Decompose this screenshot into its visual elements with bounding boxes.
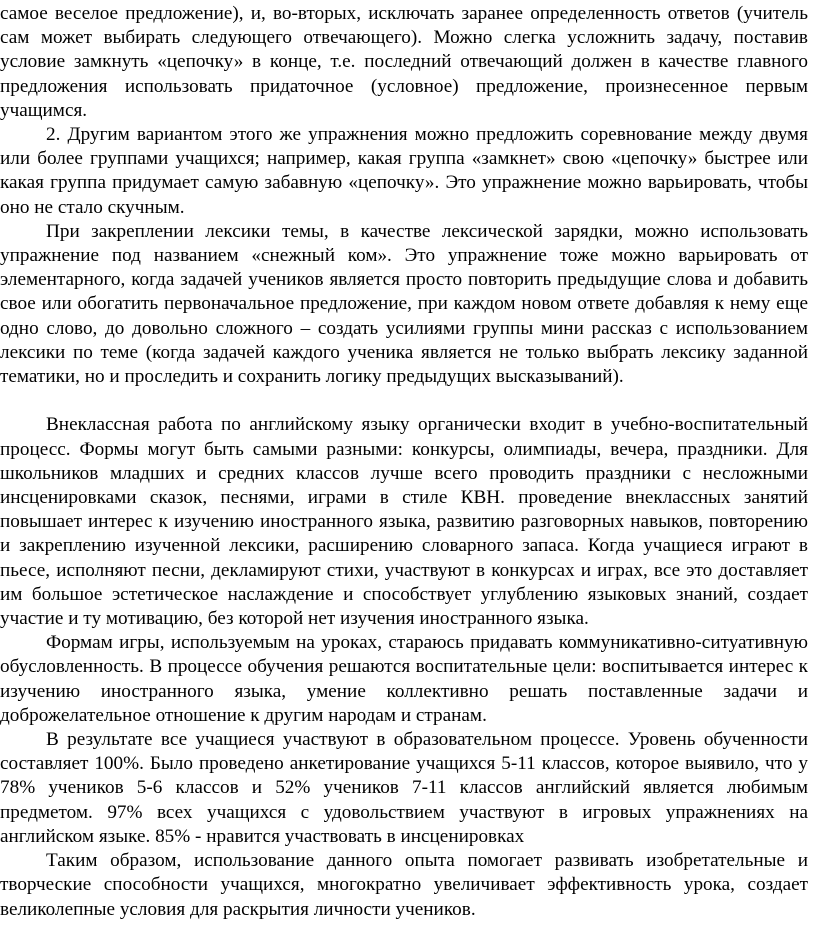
paragraph-game-forms: Формам игры, используемым на уроках, стараюсь придавать коммуникативно-ситуативную обусловленность. В процессе обучения решаются воспитательные цели: воспитывается интерес к изучению иностранного языка, умение коллективно решать поставленные задачи и доброжелательное отношение к другим народам и странам.: [0, 632, 808, 726]
paragraph-group-competition: 2. Другим вариантом этого же упражнения можно предложить соревнование между двумя или более группами учащихся; например, какая группа «замкнет» свою «цепочку» быстрее или какая группа придумает самую забавную «цепочку». Это упражнение можно варьировать, чтобы оно не стало скучным.: [0, 124, 808, 218]
paragraph-chain-exercise-continued: самое веселое предложение), и, во-вторых, исключать заранее определенность ответов (учитель сам может выбирать следующего отвечающего). Можно слегка усложнить задачу, поставив условие замкнуть «цепочку» в конце, т.е. последний отвечающий должен в качестве главного предложения использовать придаточное (условное) предложение, произнесенное первым учащимся.: [0, 3, 808, 121]
paragraph-conclusion: Таким образом, использование данного опыта помогает развивать изобретательные и творческие способности учащихся, многократно увеличивает эффективность урока, создает великолепные условия для раскрытия личности учеников.: [0, 850, 808, 920]
paragraph-spacer: [0, 389, 808, 413]
paragraph-snowball-exercise: При закреплении лексики темы, в качестве лексической зарядки, можно использовать упражнение под названием «снежный ком». Это упражнение тоже можно варьировать от элементарного, когда задачей учеников является просто повторить предыдущие слова и добавить свое или обогатить первоначальное предложение, при каждом новом ответе добавляя к нему еще одно слово, до довольно сложного – создать усилиями группы мини рассказ с использованием лексики по теме (когда задачей каждого ученика является не только выбрать лексику заданной тематики, но и проследить и сохранить логику предыдущих высказываний).: [0, 220, 808, 388]
paragraph-results: В результате все учащиеся участвуют в образовательном процессе. Уровень обученности составляет 100%. Было проведено анкетирование учащихся 5-11 классов, которое выявило, что у 78% учеников 5-6 классов и 52% учеников 7-11 классов английский является любимым предметом. 97% всех учащихся с удовольствием участвуют в игровых упражнениях на английском языке. 85% - нравится участвовать в инсценировках: [0, 729, 808, 847]
paragraph-extracurricular-work: Внеклассная работа по английскому языку органически входит в учебно-воспитательный процесс. Формы могут быть самыми разными: конкурсы, олимпиады, вечера, праздники. Для школьников младших и средних классов лучше всего проводить праздники с несложными инсценировками сказок, песнями, играми в стиле КВН. проведение внеклассных занятий повышает интерес к изучению иностранного языка, развитию разговорных навыков, повторению и закреплению изученной лексики, расширению словарного запаса. Когда учащиеся играют в пьесе, исполняют песни, декламируют стихи, участвуют в конкурсах и играх, все это доставляет им большое эстетическое наслаждение и способствует углублению языковых знаний, создает участие и ту мотивацию, без которой нет изучения иностранного языка.: [0, 414, 808, 630]
